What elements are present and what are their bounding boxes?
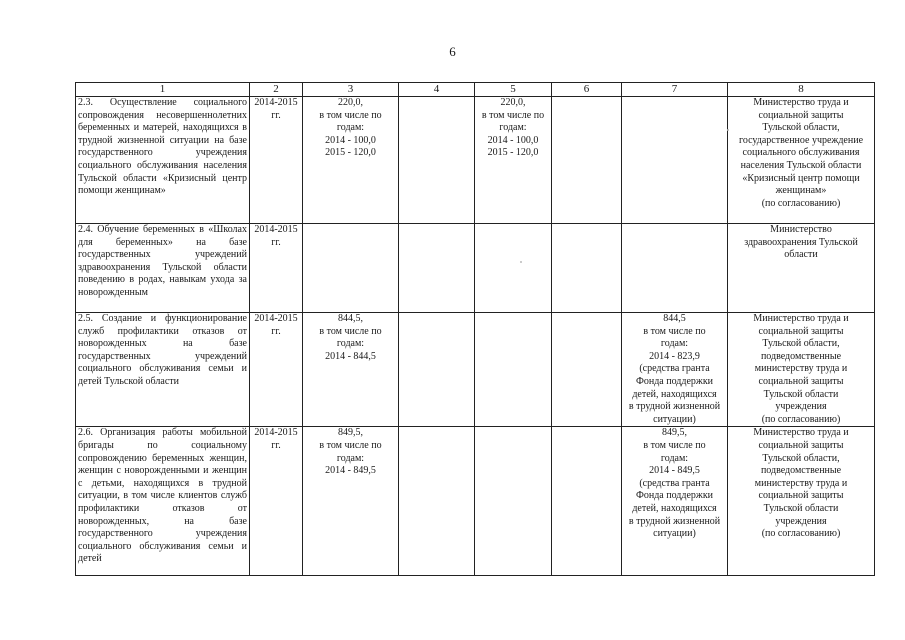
- funding-col6-cell: [552, 313, 622, 427]
- period-cell: 2014-2015 гг.: [250, 97, 303, 224]
- table-row: [76, 427, 875, 576]
- column-header: 1: [76, 83, 250, 97]
- executor-cell: Министерство труда и социальной защиты Тульской области, подведомственные министерству труда и социальной защиты Тульской области учреждения (по согласованию): [728, 313, 875, 427]
- scan-speck: [520, 261, 522, 263]
- funding-col5-cell: [475, 224, 552, 313]
- executor-cell: Министерство здравоохранения Тульской области: [728, 224, 875, 313]
- column-header: 5: [475, 83, 552, 97]
- table-row: [76, 97, 875, 224]
- column-header: 2: [250, 83, 303, 97]
- table-row: [76, 224, 875, 313]
- funding-col4-cell: [399, 313, 475, 427]
- period-cell: 2014-2015 гг.: [250, 224, 303, 313]
- funding-col5-cell: [475, 427, 552, 576]
- activity-cell: 2.4. Обучение беременных в «Школах для беременных» на базе государственных учреждений здравоохранения Тульской области поведению в родах, навыкам ухода за новорожденным: [76, 224, 250, 313]
- header-row: [76, 83, 875, 97]
- program-activities-table: [75, 82, 875, 576]
- executor-cell: Министерство труда и социальной защиты Тульской области, государственное учреждение социального обслуживания населения Тульской области «Кризисный центр помощи женщинам» (по согласованию): [728, 97, 875, 224]
- total-funding-cell: 220,0, в том числе по годам: 2014 - 100,0 2015 - 120,0: [303, 97, 399, 224]
- executor-cell: Министерство труда и социальной защиты Тульской области, подведомственные министерству труда и социальной защиты Тульской области учреждения (по согласованию): [728, 427, 875, 576]
- funding-col7-cell: [622, 97, 728, 224]
- column-header: 4: [399, 83, 475, 97]
- funding-col4-cell: [399, 97, 475, 224]
- funding-col4-cell: [399, 427, 475, 576]
- funding-col7-cell: [622, 224, 728, 313]
- funding-col6-cell: [552, 427, 622, 576]
- total-funding-cell: 849,5, в том числе по годам: 2014 - 849,5: [303, 427, 399, 576]
- funding-col6-cell: [552, 224, 622, 313]
- column-header: 6: [552, 83, 622, 97]
- funding-col5-cell: [475, 313, 552, 427]
- table-row: [76, 313, 875, 427]
- activity-cell: 2.6. Организация работы мобильной бригады по социальному сопровождению беременных женщин, женщин с новорожденными и женщин с детьми, находящихся в трудной ситуации, в том числе клиентов служб профилактики отказов от новорожденных, на базе государственного учреждения социального обслуживания семьи и детей: [76, 427, 250, 576]
- funding-col7-cell: 844,5 в том числе по годам: 2014 - 823,9 (средства гранта Фонда поддержки детей, находящихся в трудной жизненной ситуации): [622, 313, 728, 427]
- scan-speck: [727, 129, 729, 131]
- period-cell: 2014-2015 гг.: [250, 313, 303, 427]
- column-header: 7: [622, 83, 728, 97]
- page-number: 6: [449, 44, 456, 59]
- period-cell: 2014-2015 гг.: [250, 427, 303, 576]
- total-funding-cell: 844,5, в том числе по годам: 2014 - 844,5: [303, 313, 399, 427]
- activity-cell: 2.5. Создание и функционирование служб профилактики отказов от новорожденных на базе государственных учреждений социального обслуживания семьи и детей Тульской области: [76, 313, 250, 427]
- total-funding-cell: [303, 224, 399, 313]
- funding-col4-cell: [399, 224, 475, 313]
- funding-col7-cell: 849,5, в том числе по годам: 2014 - 849,5 (средства гранта Фонда поддержки детей, находящихся в трудной жизненной ситуации): [622, 427, 728, 576]
- activity-cell: 2.3. Осуществление социального сопровождения несовершеннолетних беременных и матерей, находящихся в трудной жизненной ситуации на базе государственного учреждения социального обслуживания населения Тульской области «Кризисный центр помощи женщинам»: [76, 97, 250, 224]
- column-header: 8: [728, 83, 875, 97]
- funding-col5-cell: 220,0, в том числе по годам: 2014 - 100,0 2015 - 120,0: [475, 97, 552, 224]
- funding-col6-cell: [552, 97, 622, 224]
- column-header: 3: [303, 83, 399, 97]
